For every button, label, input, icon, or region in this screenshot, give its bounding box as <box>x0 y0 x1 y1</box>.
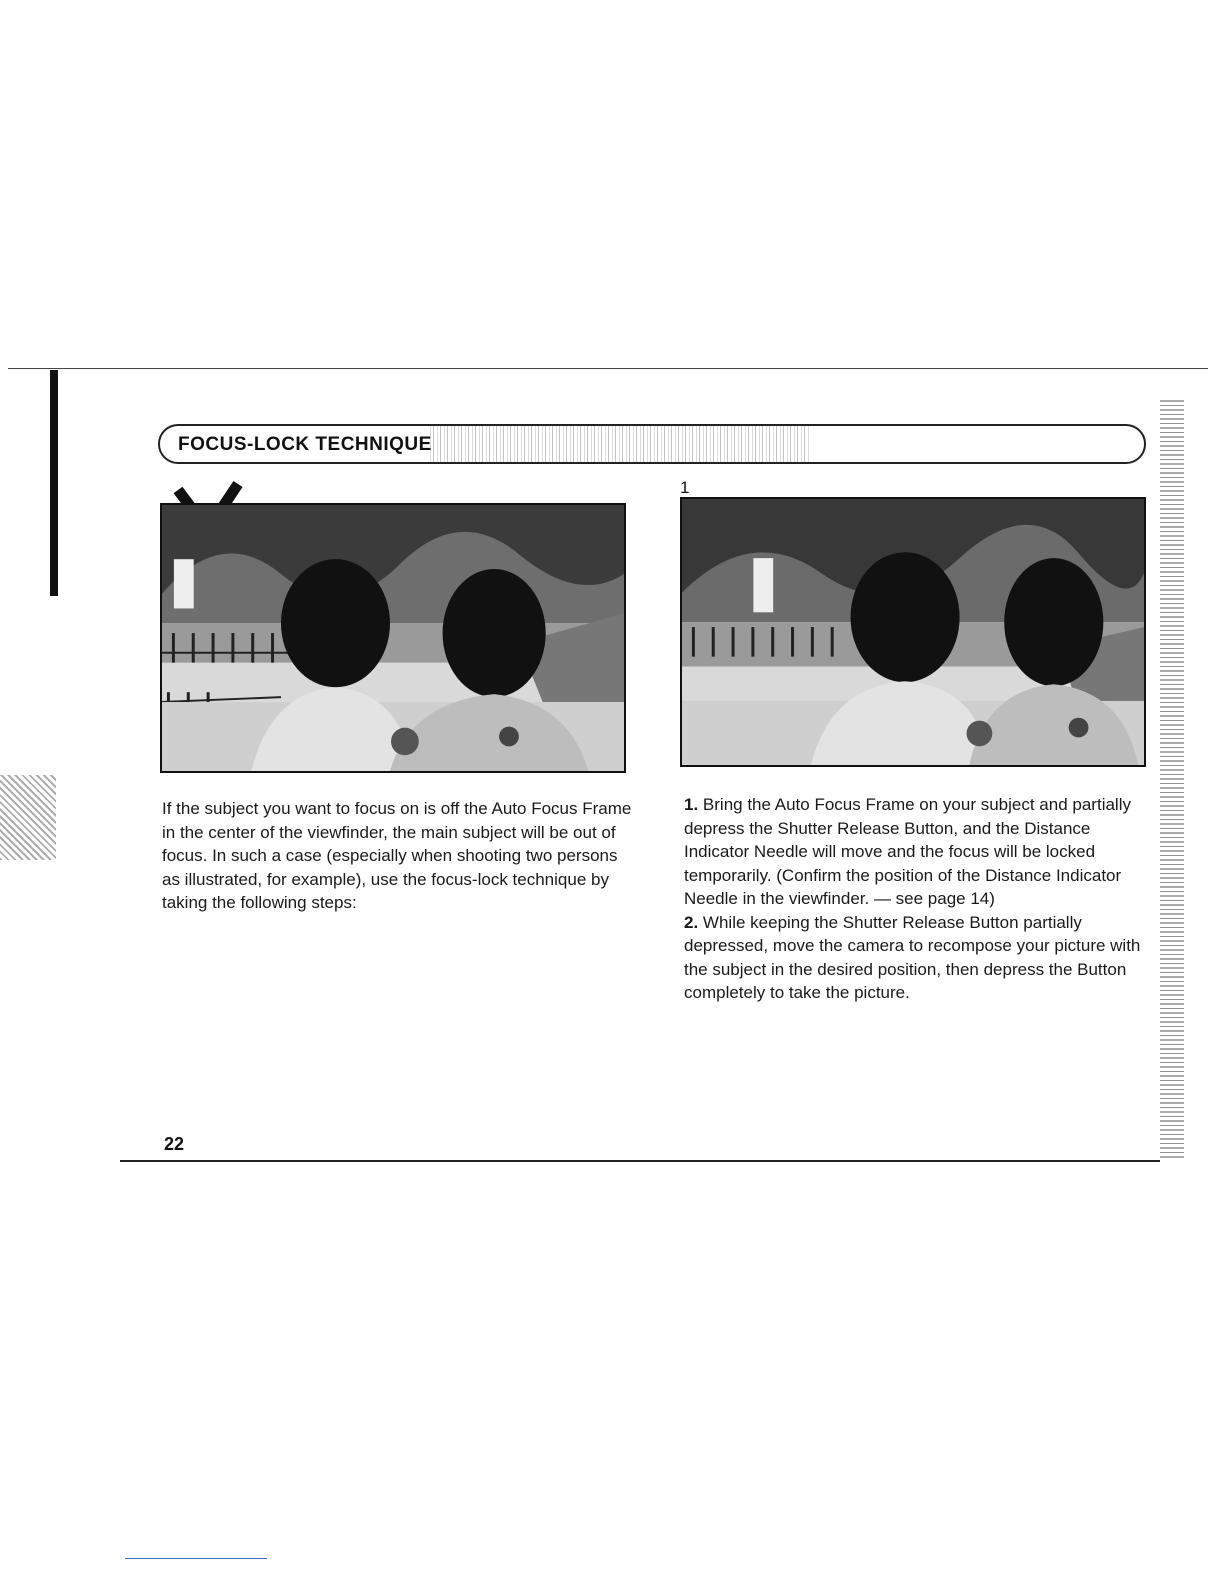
step-2 <box>684 911 1154 1005</box>
bottom-underline <box>125 1558 267 1559</box>
intro-paragraph <box>162 797 632 915</box>
photo-out-of-focus-illustration <box>162 505 624 771</box>
section-title: FOCUS-LOCK TECHNIQUE <box>178 434 432 455</box>
step-1-text: Bring the Auto Focus Frame on your subject and partially depress the Shutter Release Button, and the Distance Indicator Needle will move and the focus will be locked temporarily. (Confirm the position of the Distance Indicator Needle in the viewfinder. — see page 14) <box>684 795 1131 908</box>
steps-list <box>684 793 1154 1005</box>
scan-edge-noise-right <box>1160 400 1184 1160</box>
section-banner <box>158 424 1146 464</box>
step-2-number: 2. <box>684 912 699 932</box>
left-margin-bar <box>50 370 58 596</box>
photo-focus-locked-illustration <box>682 499 1144 765</box>
photo-focus-locked <box>680 497 1146 767</box>
bottom-rule <box>120 1160 1160 1162</box>
step-2-text: While keeping the Shutter Release Button partially depressed, move the camera to recompose your picture with the subject in the desired position, then depress the Button completely to take the picture. <box>684 912 1141 1002</box>
scan-edge-noise-left <box>0 775 56 860</box>
photo-out-of-focus <box>160 503 626 773</box>
intro-text: If the subject you want to focus on is off the Auto Focus Frame in the center of the viewfinder, the main subject will be out of focus. In such a case (especially when shooting two persons as illustrated, for example), use the focus-lock technique by taking the following steps: <box>162 799 632 912</box>
banner-shading <box>430 426 810 462</box>
step-marker: 1 <box>680 478 690 497</box>
step-1-number: 1. <box>684 795 699 814</box>
page-number: 22 <box>164 1134 185 1154</box>
step-1 <box>684 793 1154 911</box>
top-rule <box>8 368 1208 369</box>
